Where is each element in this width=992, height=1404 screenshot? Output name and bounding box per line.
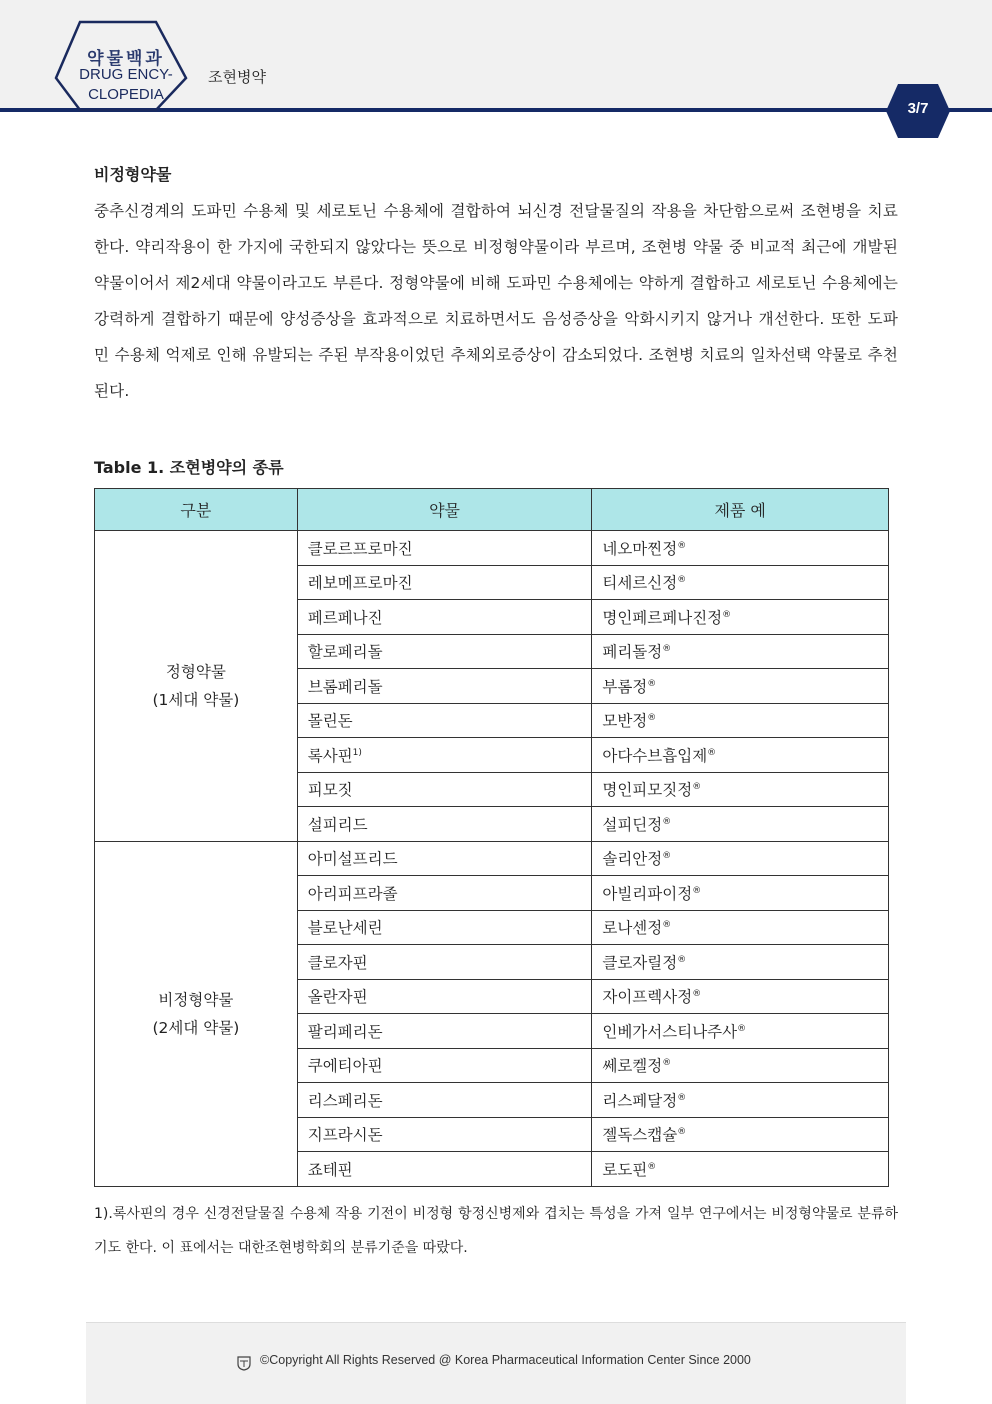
table-header-row [95,489,889,531]
registered-mark: ® [677,1092,687,1103]
drug-cell [297,634,592,669]
product-name: 모반정 [602,712,648,731]
drug-name: 레보메프로마진 [307,574,413,593]
drug-name: 쿠에티아핀 [307,1057,383,1076]
product-name: 인베가서스티나주사 [602,1022,738,1041]
group-cell [95,841,298,1186]
product-name: 네오마찐정 [602,539,678,558]
product-name: 티세르신정 [602,574,678,593]
product-cell [592,634,889,669]
drug-name: 몰린돈 [307,712,353,731]
table-row [95,841,889,876]
product-name: 로나센정 [602,919,663,938]
registered-mark: ® [662,816,672,827]
group-generation: (2세대 약물) [152,1018,240,1037]
drug-name: 아리피프라졸 [307,884,398,903]
column-header-drug: 약물 [297,489,592,531]
registered-mark: ® [707,747,717,758]
product-cell [592,703,889,738]
drug-name: 지프라시돈 [307,1126,383,1145]
product-name: 자이프렉사정 [602,988,693,1007]
registered-mark: ® [647,678,657,689]
registered-mark: ® [677,575,687,586]
group-cell [95,531,298,842]
product-name: 솔리안정 [602,850,663,869]
drug-cell [297,1152,592,1187]
product-cell [592,738,889,773]
product-cell [592,1152,889,1187]
drug-name: 설피리드 [307,815,368,834]
drug-cell [297,979,592,1014]
product-cell [592,1014,889,1049]
product-name: 로도핀 [602,1160,648,1179]
registered-mark: ® [692,989,702,1000]
product-name: 부롬정 [602,677,648,696]
column-header-category: 구분 [95,489,298,531]
drug-name: 죠테핀 [307,1160,353,1179]
product-cell [592,600,889,635]
product-cell [592,531,889,566]
drug-cell [297,1117,592,1152]
drug-cell [297,807,592,842]
drug-cell [297,1014,592,1049]
product-name: 아다수브흡입제 [602,746,708,765]
drug-name: 록사핀 [307,746,353,765]
drug-cell [297,600,592,635]
footer-copyright: ©Copyright All Rights Reserved @ Korea Pharmaceutical Information Center Since 2000 [260,1353,751,1367]
document-title: 조현병약 [208,68,266,86]
drug-name: 리스페리돈 [307,1091,383,1110]
product-name: 리스페달정 [602,1091,678,1110]
registered-mark: ® [677,1127,687,1138]
registered-mark: ® [692,885,702,896]
product-cell [592,910,889,945]
drug-cell [297,876,592,911]
drug-name: 피모짓 [307,781,353,800]
product-name: 설피딘정 [602,815,663,834]
registered-mark: ® [647,1161,657,1172]
drug-cell [297,945,592,980]
table-body [95,531,889,1187]
registered-mark: ® [647,713,657,724]
drug-name: 팔리페리돈 [307,1022,383,1041]
drug-name: 할로페리돌 [307,643,383,662]
drug-cell [297,703,592,738]
product-cell [592,772,889,807]
registered-mark: ® [722,609,732,620]
drug-cell [297,772,592,807]
registered-mark: ® [677,954,687,965]
table-caption: Table 1. 조현병약의 종류 [94,458,284,477]
product-name: 젤독스캡슐 [602,1126,678,1145]
logo-korean: 약물백과 [87,49,165,69]
institution-seal-icon [236,1355,252,1371]
page-number: 3/7 [907,100,929,117]
product-cell [592,669,889,704]
product-cell [592,807,889,842]
group-name: 비정형약물 [158,990,234,1009]
drug-name: 클로자핀 [307,953,368,972]
drug-cell [297,910,592,945]
product-cell [592,1083,889,1118]
table-row [95,531,889,566]
drug-cell [297,1083,592,1118]
registered-mark: ® [662,1058,672,1069]
drug-table [94,488,889,1187]
product-name: 명인페르페나진정 [602,608,723,627]
drug-name: 아미설프리드 [307,850,398,869]
group-generation: (1세대 약물) [152,690,240,709]
product-cell [592,565,889,600]
column-header-product: 제품 예 [592,489,889,531]
section-heading: 비정형약물 [94,165,172,184]
drug-name: 페르페나진 [307,608,383,627]
product-name: 명인피모짓정 [602,781,693,800]
registered-mark: ® [692,782,702,793]
product-name: 아빌리파이정 [602,884,693,903]
product-cell [592,979,889,1014]
body-paragraph: 중추신경계의 도파민 수용체 및 세로토닌 수용체에 결합하여 뇌신경 전달물질의 작용을 차단함으로써 조현병을 치료한다. 약리작용이 한 가지에 국한되지 않았다는 뜻으로 비정형약물이라 부르며, 조현병 약물 중 비교적 최근에 개발된 약물이어서 제2세대 약물이라고도 부른다. 정형약물에 비해 도파민 수용체에는 약하게 결합하고 세로토닌 수용체에는 강력하게 결합하기 때문에 양성증상을 효과적으로 치료하면서도 음성증상을 악화시키지 않거나 개선한다. 또한 도파민 수용체 억제로 인해 유발되는 주된 부작용이었던 추체외로증상이 감소되었다. 조현병 치료의 일차선택 약물로 추천된다. [94,202,898,400]
product-name: 클로자릴정 [602,953,678,972]
product-cell [592,841,889,876]
product-name: 쎄로켈정 [602,1057,663,1076]
product-cell [592,876,889,911]
product-cell [592,1048,889,1083]
drug-footnote-marker: 1) [352,747,362,758]
drug-name: 브롬페리돌 [307,677,383,696]
drug-cell [297,565,592,600]
registered-mark: ® [737,1023,747,1034]
group-name: 정형약물 [165,662,226,681]
drug-cell [297,738,592,773]
drug-cell [297,669,592,704]
drug-name: 클로르프로마진 [307,539,413,558]
drug-cell [297,531,592,566]
product-cell [592,1117,889,1152]
registered-mark: ® [677,540,687,551]
drug-name: 올란자핀 [307,988,368,1007]
drug-name: 블로난세린 [307,919,383,938]
product-cell [592,945,889,980]
registered-mark: ® [662,851,672,862]
drug-cell [297,841,592,876]
logo-english-line2: CLOPEDIA [88,86,164,103]
drug-cell [297,1048,592,1083]
registered-mark: ® [662,920,672,931]
footnote: 1).록사핀의 경우 신경전달물질 수용체 작용 기전이 비정형 항정신병제와 겹치는 특성을 가져 일부 연구에서는 비정형약물로 분류하기도 한다. 이 표에서는 대한조현병학회의 분류기준을 따랐다. [94,1206,898,1256]
registered-mark: ® [662,644,672,655]
logo-english-line1: DRUG ENCY- [79,66,173,83]
product-name: 페리돌정 [602,643,663,662]
